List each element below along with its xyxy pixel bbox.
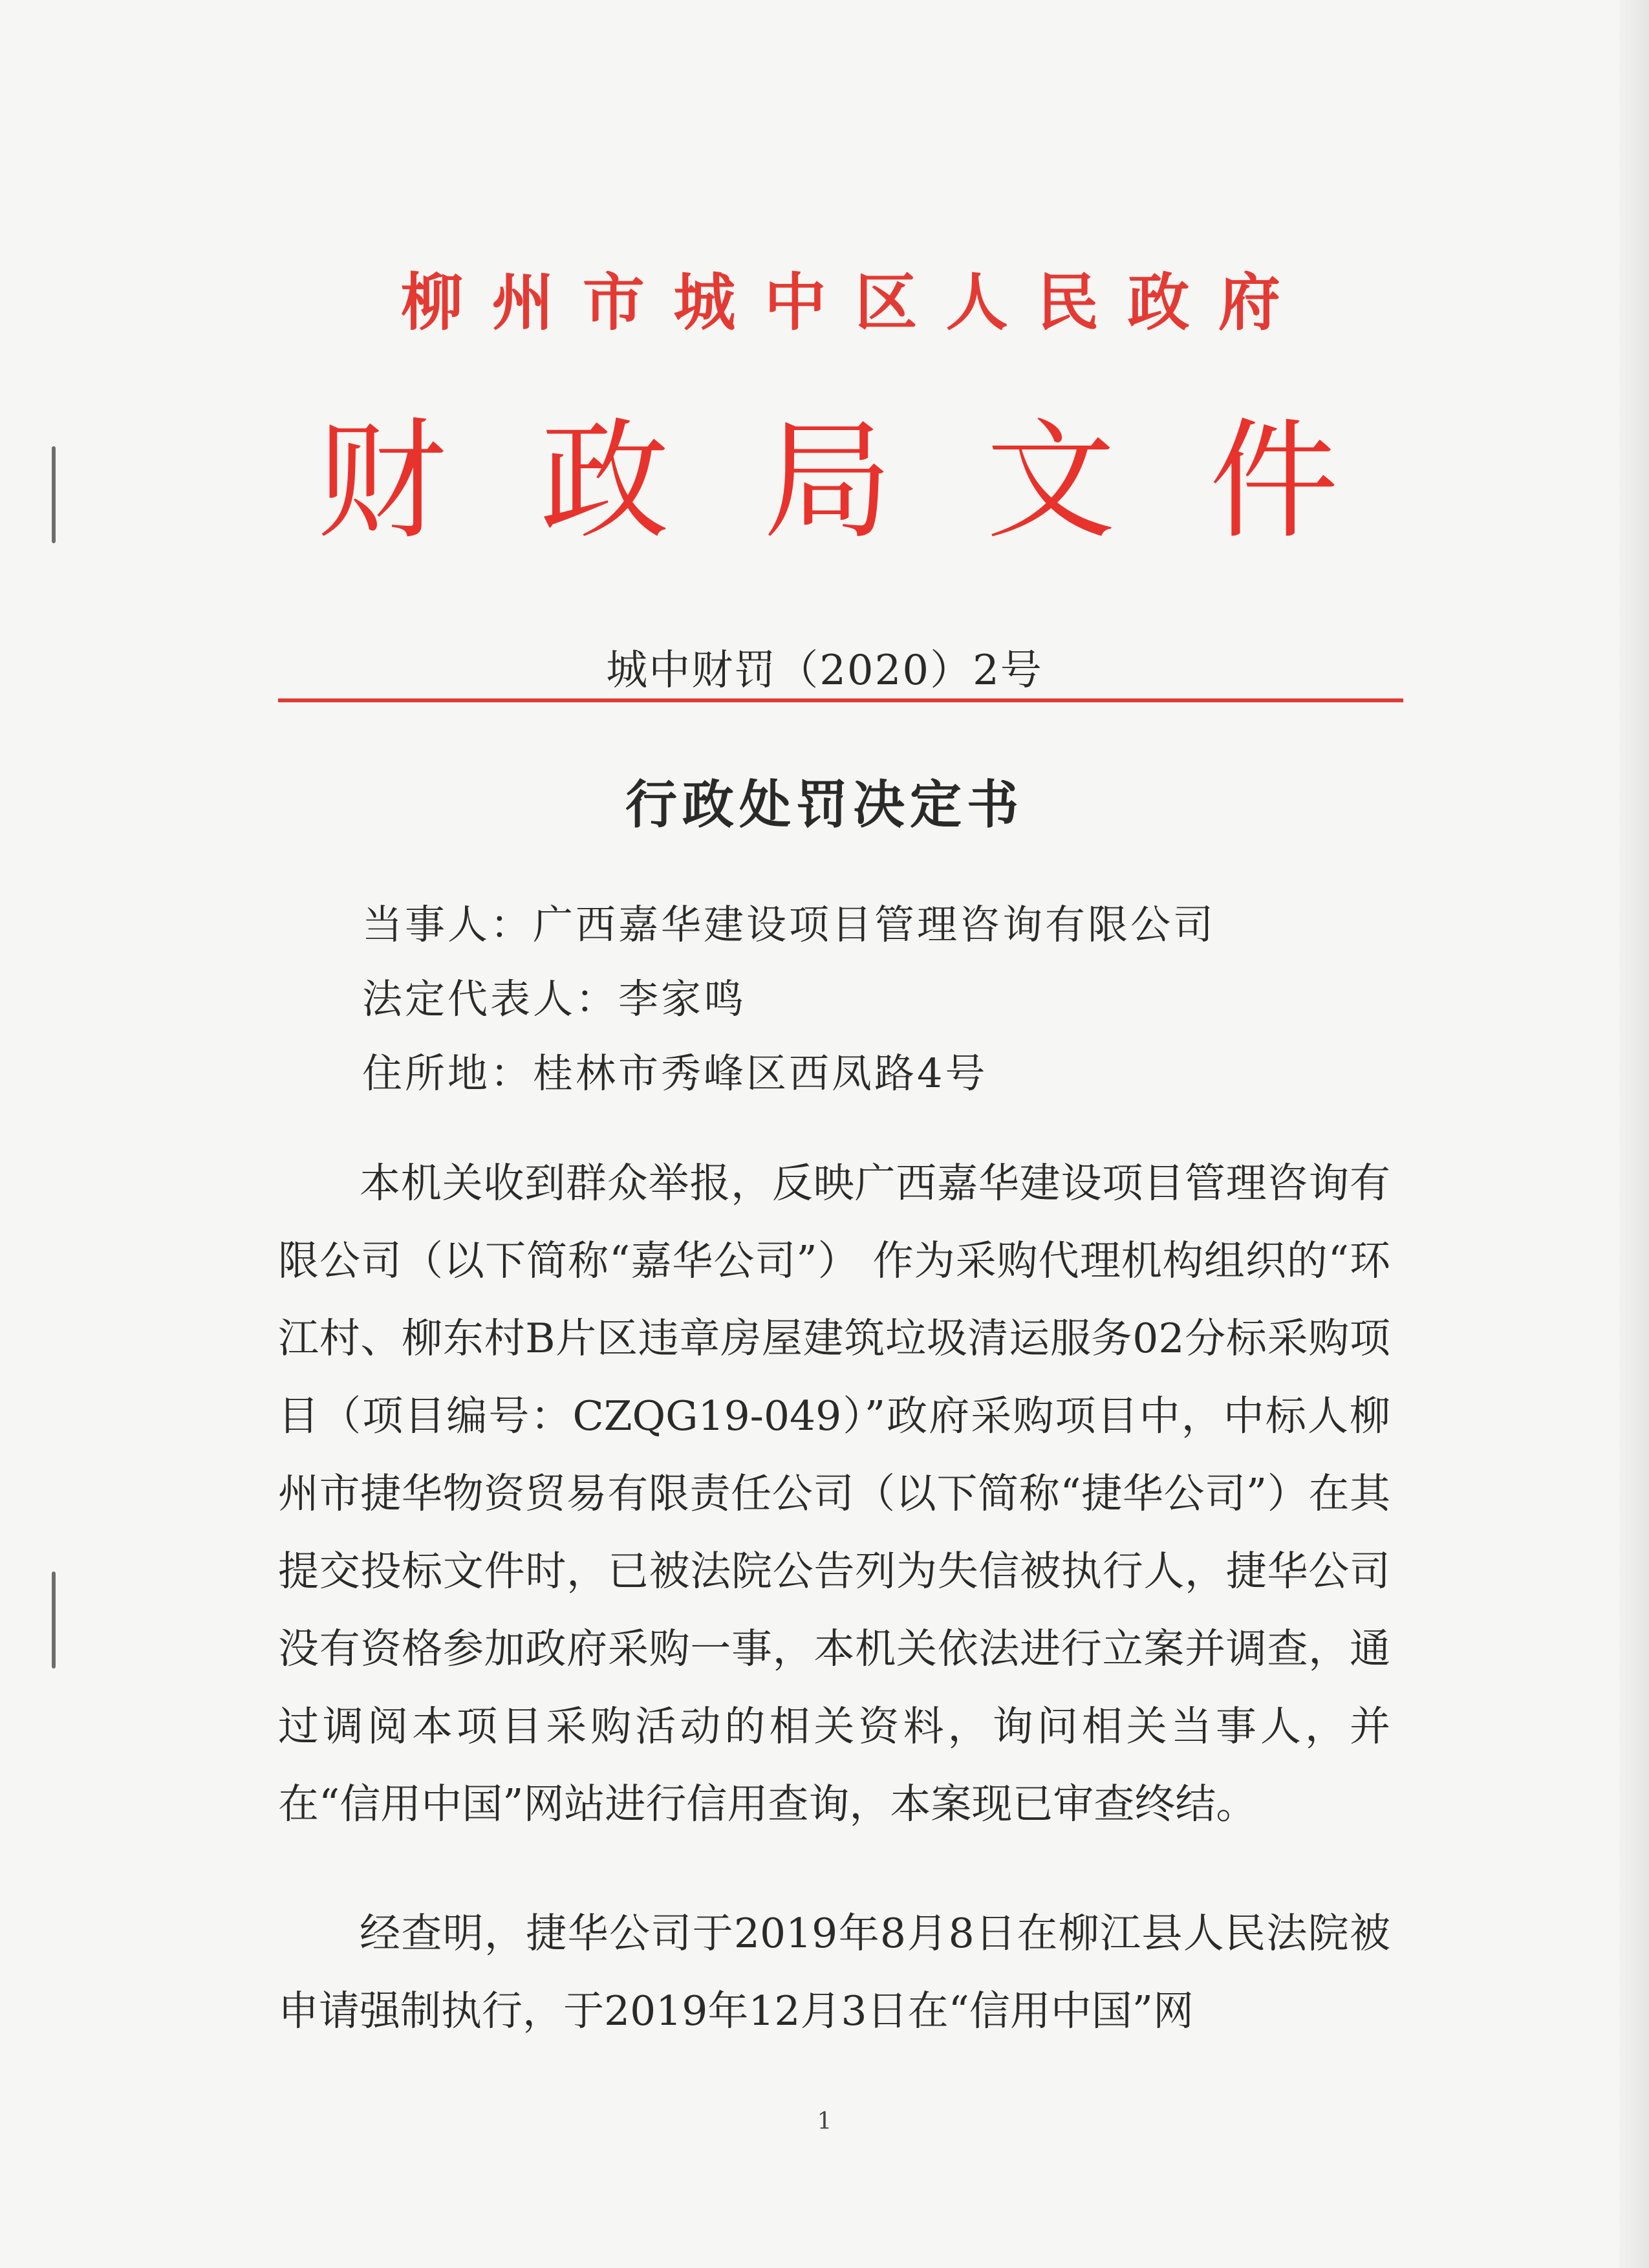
document-title: 行政处罚决定书 [625, 774, 1024, 835]
paper-edge [1619, 0, 1649, 2268]
org-char: 城 [673, 265, 736, 339]
doc-char: 件 [1209, 406, 1339, 557]
paragraph-text: 经查明，捷华公司于2019年8月8日在柳江县人民法院被申请强制执行，于2019年12月3日在“信用中国”网 [278, 1910, 1390, 2035]
party-line [362, 892, 1216, 950]
org-char: 民 [1037, 265, 1099, 339]
org-char: 市 [582, 265, 645, 339]
document-number: 城中财罚（2020）2号 [606, 647, 1043, 695]
org-char: 中 [764, 265, 826, 339]
doc-char: 政 [539, 406, 669, 557]
address-line [362, 1041, 987, 1099]
red-divider [278, 698, 1403, 702]
legal-representative-line [362, 967, 746, 1024]
address-value: 桂林市秀峰区西凤路4号 [533, 1050, 988, 1097]
address-label: 住所地： [362, 1050, 534, 1097]
paragraph-text: 本机关收到群众举报，反映广西嘉华建设项目管理咨询有限公司（以下简称“嘉华公司”） 作为采购代理机构组织的“环江村、柳东村B片区违章房屋建筑垃圾清运服务02分标采购项目（项目编号：CZQG19-049）”政府采购项目中，中标人柳州市捷华物资贸易有限责任公司（以下简称“捷华公司”）在其提交投标文件时，已被法院公告列为失信被执行人，捷华公司没有资格参加政府采购一事，本机关依法进行立案并调查，通过调阅本项目采购活动的相关资料，询问相关当事人，并在“信用中国”网站进行信用查询，本案现已审查终结。 [278, 1160, 1390, 1828]
staple-top [52, 446, 56, 543]
org-char: 柳 [401, 265, 463, 339]
doc-char: 局 [762, 406, 892, 557]
page-number: 1 [817, 2108, 832, 2135]
staple-bottom [52, 1571, 56, 1669]
doc-char: 财 [317, 406, 447, 557]
doc-char: 文 [986, 406, 1116, 557]
body-paragraph-2 [278, 1895, 1390, 2050]
org-char: 州 [491, 265, 554, 339]
body-paragraph-1 [278, 1145, 1390, 1843]
party-label: 当事人： [362, 901, 534, 948]
org-char: 人 [945, 265, 1008, 339]
legal-representative-value: 李家鸣 [618, 975, 747, 1022]
document-type-header [317, 404, 1339, 559]
org-char: 府 [1218, 265, 1280, 339]
org-char: 区 [855, 265, 918, 339]
org-char: 政 [1127, 265, 1190, 339]
party-value: 广西嘉华建设项目管理咨询有限公司 [533, 901, 1216, 948]
issuing-organization [401, 259, 1280, 339]
legal-representative-label: 法定代表人： [362, 975, 619, 1022]
